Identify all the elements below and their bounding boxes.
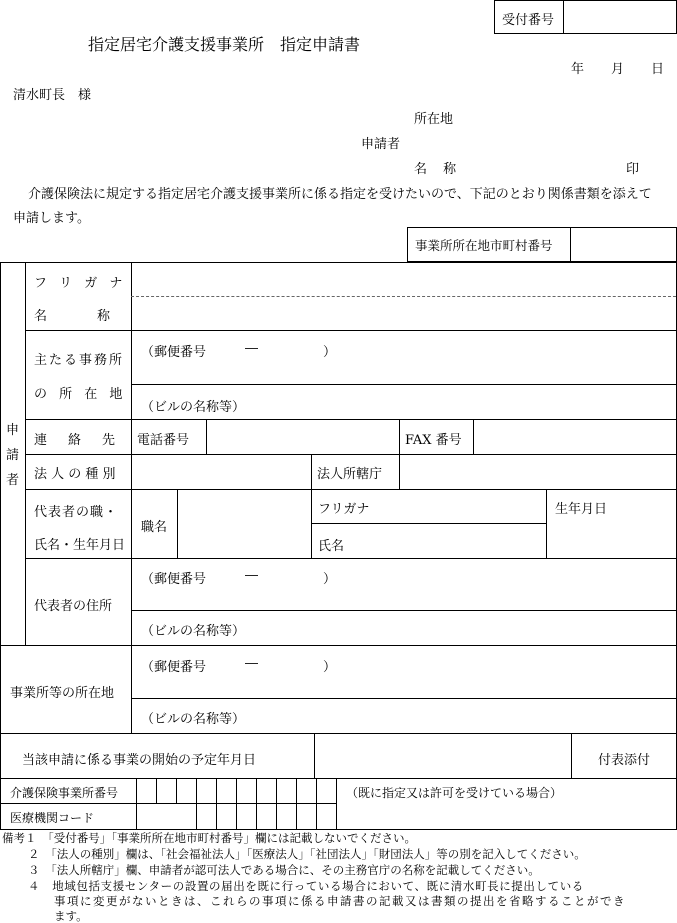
- office-postal-open: （郵便番号: [141, 660, 207, 675]
- furigana-label: フ リ ガ ナ: [34, 276, 127, 291]
- start-date-divider: [314, 733, 315, 778]
- phone-label: 電話番号: [137, 433, 190, 448]
- note-3: ３ 「法人所轄庁」欄、申請者が認可法人である場合に、その主務官庁の名称を記載してください。: [28, 863, 540, 877]
- corp-type-field[interactable]: [133, 456, 309, 487]
- date-day: 日: [651, 62, 665, 77]
- rep-address-postal-open: （郵便番号: [141, 572, 207, 587]
- corp-authority-label: 法人所轄庁: [317, 467, 383, 482]
- phone-divider: [206, 419, 207, 454]
- care-no-note: （既に指定又は許可を受けている場合）: [346, 786, 563, 800]
- rep-label-2: 氏名・生年月日: [34, 538, 126, 553]
- name-field[interactable]: [135, 300, 670, 328]
- row-line-2: [25, 419, 677, 420]
- furigana-dash-line: [131, 296, 676, 297]
- applicant-label: 申請者: [361, 137, 401, 152]
- furigana-field[interactable]: [135, 266, 670, 292]
- rep-name-label: 氏名: [318, 539, 345, 554]
- rep-furigana-line: [311, 523, 546, 524]
- birthdate-field[interactable]: [548, 518, 674, 556]
- note-4b: 事項に変更がないときは、これらの事項に係る申請書の記載又は書類の提出を省略することができ: [54, 894, 626, 908]
- start-date-field[interactable]: [316, 735, 569, 776]
- main-office-postal-close: ）: [323, 345, 337, 360]
- row-line-3: [25, 454, 677, 455]
- table-bottom: [0, 829, 677, 830]
- municipality-divider: [570, 227, 571, 262]
- row-line-5: [25, 558, 677, 559]
- corp-authority-field[interactable]: [401, 456, 674, 487]
- municipality-number-field[interactable]: [572, 229, 675, 260]
- job-title-divider: [177, 489, 178, 558]
- row-line-1: [25, 330, 677, 331]
- seal-mark: 印: [626, 162, 640, 177]
- applicant-side-char-1: 申: [6, 423, 20, 438]
- receipt-divider: [563, 0, 564, 34]
- corp-type-label: 法 人 の 種 別: [34, 467, 116, 482]
- job-title-field[interactable]: [179, 491, 309, 556]
- contact-label: 連 絡 先: [34, 433, 120, 448]
- main-office-postal-dash: ―: [245, 341, 258, 356]
- attachment-label: 付表添付: [598, 753, 651, 768]
- main-office-label-2: の 所 在 地: [34, 387, 127, 402]
- applicant-side-char-3: 者: [6, 473, 20, 488]
- rep-label-1: 代表者の職・: [34, 505, 119, 520]
- main-office-mid-line: [131, 384, 677, 385]
- start-date-label: 当該申請に係る事業の開始の予定年月日: [22, 753, 257, 768]
- addressee: 清水町長 様: [13, 88, 92, 103]
- office-building: （ビルの名称等）: [141, 712, 246, 727]
- name-label: 名 称: [414, 162, 463, 177]
- birthdate-label: 生年月日: [555, 502, 608, 517]
- application-statement-1: 介護保険法に規定する指定居宅介護支援事業所に係る指定を受けたいので、下記のとおり関係書類を添えて: [28, 187, 652, 202]
- rep-address-label: 代表者の住所: [34, 599, 113, 614]
- applicant-side-char-2: 請: [6, 448, 20, 463]
- date-year: 年: [571, 62, 585, 77]
- attachment-divider: [571, 733, 572, 778]
- main-office-label-1: 主たる事務所: [34, 353, 125, 368]
- fax-field[interactable]: [475, 421, 674, 452]
- municipality-number-label: 事業所所在地市町村番号: [415, 238, 553, 253]
- fax-divider-left: [399, 419, 400, 454]
- birthdate-divider: [546, 489, 547, 558]
- receipt-number-label: 受付番号: [502, 13, 555, 28]
- main-office-postal-open: （郵便番号: [141, 345, 207, 360]
- note-4c: ます。: [54, 909, 88, 923]
- name-row-label: 名 称: [34, 309, 119, 324]
- row-line-6: [0, 645, 677, 646]
- care-no-field[interactable]: [137, 779, 336, 802]
- office-postal-close: ）: [323, 660, 337, 675]
- office-location-label: 事業所等の所在地: [10, 686, 115, 701]
- address-label: 所在地: [414, 112, 454, 127]
- job-title-label: 職名: [141, 520, 168, 535]
- application-statement-2: 申請します。: [13, 211, 90, 226]
- rep-address-mid-line: [131, 610, 677, 611]
- date-month: 月: [611, 62, 625, 77]
- rep-furigana-label: フリガナ: [318, 502, 370, 517]
- row-line-9: [0, 803, 337, 804]
- note-2: ２ 「法人の種別」欄は、「社会福祉法人」「医療法人」「社団法人」「財団法人」等の別を記入してください。: [28, 847, 586, 861]
- fax-label: FAX 番号: [405, 433, 462, 448]
- medical-code-field[interactable]: [197, 805, 336, 828]
- corp-authority-divider-right: [399, 454, 400, 489]
- care-no-label: 介護保険事業所番号: [10, 786, 119, 800]
- rep-address-postal-close: ）: [323, 572, 337, 587]
- row-line-7: [0, 733, 677, 734]
- form-title: 指定居宅介護支援事業所 指定申請書: [88, 35, 361, 54]
- office-postal-dash: ―: [245, 656, 258, 671]
- rep-address-building: （ビルの名称等）: [141, 624, 246, 639]
- rep-address-postal-dash: ―: [245, 568, 258, 583]
- medical-code-label: 医療機関コード: [10, 811, 95, 825]
- fax-divider-right: [473, 419, 474, 454]
- label-column-divider: [131, 262, 132, 733]
- main-office-building: （ビルの名称等）: [141, 400, 246, 415]
- table-top: [0, 262, 677, 263]
- row-line-8: [0, 778, 677, 779]
- corp-authority-divider-left: [311, 454, 312, 489]
- note-1: 備考１ 「受付番号」「事業所所在地市町村番号」欄には記載しないでください。: [2, 831, 416, 845]
- receipt-number-field[interactable]: [565, 2, 675, 32]
- row-line-4: [25, 489, 677, 490]
- note-4a: ４ 地域包括支援センターの設置の届出を既に行っている場合において、既に清水町長に提出している: [28, 879, 584, 893]
- office-mid-line: [131, 698, 677, 699]
- phone-field[interactable]: [208, 421, 398, 452]
- table-left: [0, 262, 1, 830]
